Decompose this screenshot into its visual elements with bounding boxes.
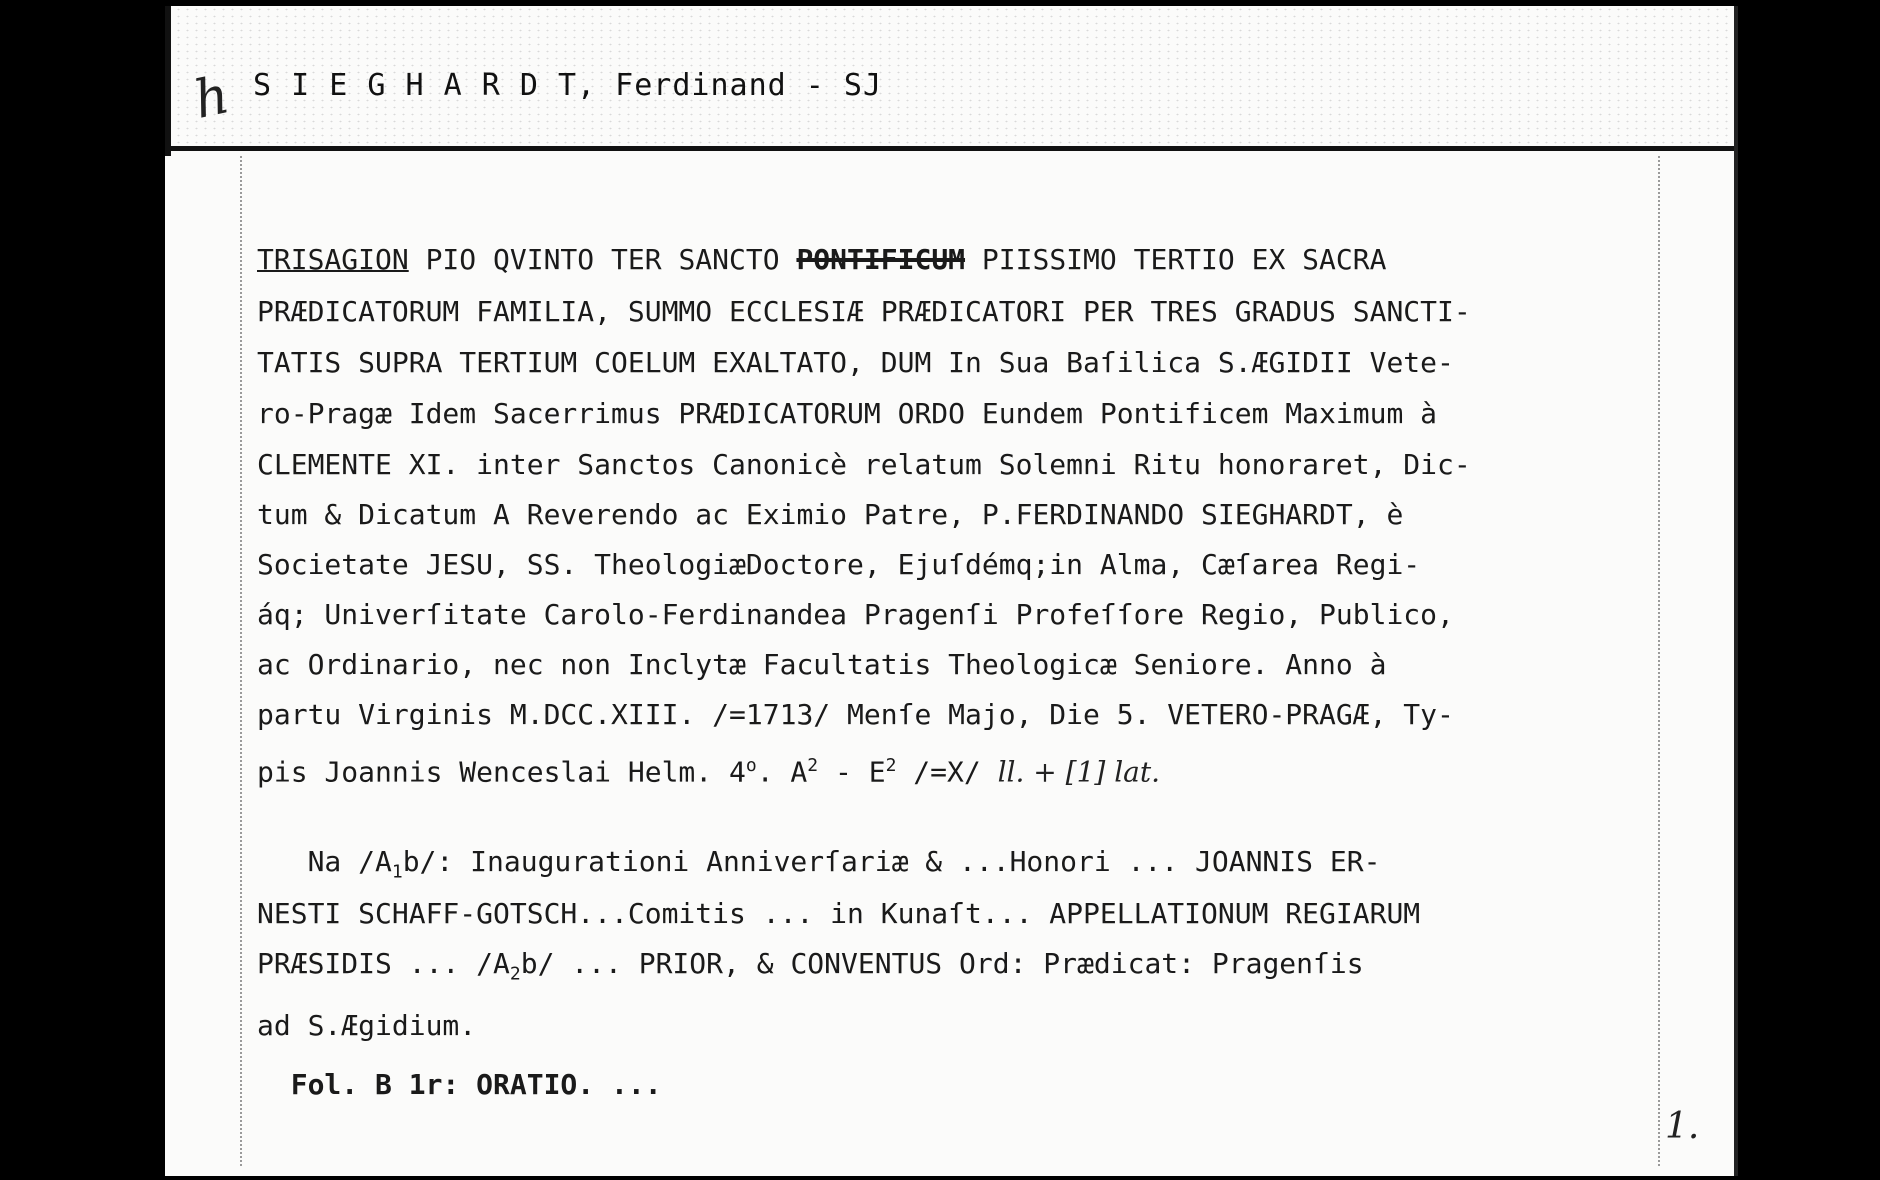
handwritten-mark: h [189, 65, 235, 131]
body-line-14: PRÆSIDIS ... $/A_2b/$ ... PRIOR, & CONVENTUS Ord: Prædicat: Pragenſis [257, 947, 1364, 985]
struck-word: PONTIFICUM [796, 243, 966, 276]
scan-edge [1734, 6, 1738, 1176]
body-line-15: ad S.Ægidium. [257, 1009, 477, 1042]
header-rule [165, 146, 1738, 151]
body-line-5: CLEMENTE XI. inter Sanctos Canonicè relatum Solemni Ritu honoraret, Dic- [257, 448, 1471, 481]
body-line-6: tum & Dicatum A Reverendo ac Eximio Patre, P.FERDINANDO SIEGHARDT, è [257, 498, 1404, 531]
body-line-7: Societate JESU, SS. TheologiæDoctore, Ejuſdémq;in Alma, Cæſarea Regi- [257, 548, 1421, 581]
body-line-16: Fol. B 1r: ORATIO. ... [257, 1068, 662, 1101]
header-left-bar [165, 6, 171, 156]
trisagion-word: TRISAGION [257, 243, 409, 276]
body-line-9: ac Ordinario, nec non Inclytæ Facultatis Theologicæ Seniore. Anno à [257, 648, 1387, 681]
card-title: S I E G H A R D T, Ferdinand - SJ [253, 68, 883, 103]
body-line-8: áq; Univerſitate Carolo-Ferdinandea Pragenſi Profeſſore Regio, Publico, [257, 598, 1454, 631]
body-line-11: pis Joannis Wenceslai Helm. 4$^o$. $A^2 - E^2$ /=X/ ll. + [1] lat. [257, 755, 1161, 789]
body-line-12: Na $/A_1b/$: Inaugurationi Anniverſariæ & ...Honori ... JOANNIS ER- [257, 845, 1381, 883]
right-margin-line [1658, 156, 1660, 1166]
body-line-1: TRISAGION PIO QVINTO TER SANCTO PONTIFICUM PIISSIMO TERTIO EX SACRA [257, 243, 1387, 276]
handwritten-annotation: ll. + [1] lat. [997, 755, 1161, 789]
body-line-10: partu Virginis M.DCC.XIII. /=1713/ Menſe Majo, Die 5. VETERO-PRAGÆ, Ty- [257, 698, 1454, 731]
body-line-2: PRÆDICATORUM FAMILIA, SUMMO ECCLESIÆ PRÆDICATORI PER TRES GRADUS SANCTI- [257, 295, 1471, 328]
body-line-13: NESTI SCHAFF-GOTSCH...Comitis ... in Kunaſt... APPELLATIONUM REGIARUM [257, 897, 1421, 930]
catalog-card [165, 6, 1738, 1176]
body-line-4: ro-Pragæ Idem Sacerrimus PRÆDICATORUM ORDO Eundem Pontificem Maximum à [257, 397, 1438, 430]
body-line-3: TATIS SUPRA TERTIUM COELUM EXALTATO, DUM In Sua Baſilica S.ÆGIDII Vete- [257, 346, 1454, 379]
left-margin-line [240, 156, 242, 1166]
page-number-mark: 1. [1665, 1106, 1700, 1147]
